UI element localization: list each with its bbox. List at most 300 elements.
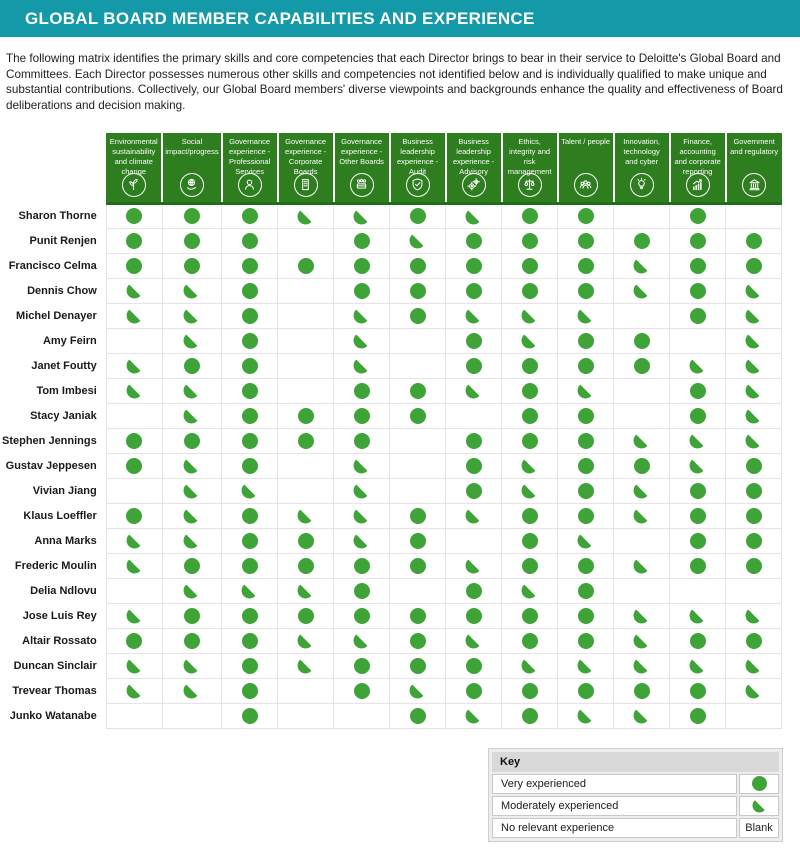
matrix-cell	[446, 378, 502, 403]
scales-icon	[518, 173, 542, 197]
moderately-experienced-symbol	[126, 382, 143, 399]
very-experienced-symbol	[690, 708, 706, 724]
matrix-cell	[390, 628, 446, 653]
very-experienced-symbol	[578, 683, 594, 699]
very-experienced-symbol	[184, 233, 200, 249]
intro-text: The following matrix identifies the primary skills and core competencies that each Director brings to bear in their service to Deloitte's Global Board and Committees. Each Director possesses numerous other skills and competencies not identified below and is individually qualified to make unique and substantial contributions. Collectively, our Global Board members' diverse viewpoints and backgrounds enhance the quality and effectiveness of Board deliberations and decision making.	[6, 52, 783, 112]
matrix-cell	[278, 478, 334, 503]
legend-label: No relevant experience	[492, 818, 737, 838]
row-label: Gustav Jeppesen	[5, 459, 97, 472]
very-experienced-symbol	[354, 583, 370, 599]
matrix-cell	[726, 353, 782, 378]
matrix-cell	[334, 703, 390, 728]
matrix-cell	[390, 353, 446, 378]
very-experienced-symbol	[690, 258, 706, 274]
column-header	[502, 133, 558, 203]
very-experienced-symbol	[690, 408, 706, 424]
matrix-cell	[106, 503, 162, 528]
matrix-cell	[162, 253, 221, 278]
very-experienced-symbol	[410, 658, 426, 674]
matrix-cell	[390, 678, 446, 703]
matrix-cell	[614, 378, 670, 403]
matrix-row	[2, 503, 782, 528]
very-experienced-symbol	[746, 458, 762, 474]
matrix-cell	[614, 578, 670, 603]
very-experienced-symbol	[242, 258, 258, 274]
matrix-cell	[614, 678, 670, 703]
very-experienced-symbol	[746, 508, 762, 524]
title-bar	[0, 0, 800, 37]
very-experienced-symbol	[242, 408, 258, 424]
moderately-experienced-symbol	[745, 432, 762, 449]
matrix-cell	[278, 303, 334, 328]
matrix-cell	[670, 403, 726, 428]
row-label: Stacy Janiak	[30, 409, 97, 422]
matrix-cell	[390, 478, 446, 503]
moderately-experienced-symbol	[465, 707, 482, 724]
matrix-cell	[502, 328, 558, 353]
very-experienced-symbol	[578, 433, 594, 449]
very-experienced-symbol	[242, 383, 258, 399]
matrix-cell	[670, 228, 726, 253]
moderately-experienced-symbol	[745, 382, 762, 399]
moderately-experienced-symbol	[633, 282, 650, 299]
matrix-cell	[222, 628, 278, 653]
capabilities-matrix	[2, 133, 800, 729]
legend-label: Moderately experienced	[492, 796, 737, 816]
matrix-cell	[502, 628, 558, 653]
matrix-cell	[614, 303, 670, 328]
matrix-cell	[278, 528, 334, 553]
matrix-cell	[106, 453, 162, 478]
very-experienced-symbol	[522, 383, 538, 399]
very-experienced-symbol	[126, 458, 142, 474]
matrix-cell	[390, 528, 446, 553]
matrix-cell	[446, 428, 502, 453]
matrix-cell	[334, 478, 390, 503]
very-experienced-symbol	[126, 433, 142, 449]
matrix-row	[2, 378, 782, 403]
very-experienced-symbol	[242, 308, 258, 324]
matrix-cell	[106, 553, 162, 578]
row-label: Janet Foutty	[31, 359, 97, 372]
very-experienced-symbol	[578, 283, 594, 299]
very-experienced-symbol	[126, 508, 142, 524]
matrix-cell	[162, 303, 221, 328]
matrix-cell	[502, 478, 558, 503]
very-experienced-symbol	[746, 258, 762, 274]
very-experienced-symbol	[242, 558, 258, 574]
moderately-experienced-symbol	[577, 532, 594, 549]
matrix-cell	[278, 678, 334, 703]
matrix-cell	[334, 403, 390, 428]
very-experienced-symbol	[242, 508, 258, 524]
matrix-cell	[222, 528, 278, 553]
matrix-cell	[670, 328, 726, 353]
people-icon	[574, 173, 598, 197]
moderately-experienced-symbol	[633, 607, 650, 624]
moderately-experienced-symbol	[465, 307, 482, 324]
matrix-cell	[222, 703, 278, 728]
very-experienced-symbol	[746, 633, 762, 649]
matrix-cell	[390, 453, 446, 478]
very-experienced-symbol	[578, 233, 594, 249]
matrix-cell	[726, 503, 782, 528]
very-experienced-symbol	[410, 208, 426, 224]
moderately-experienced-symbol	[126, 282, 143, 299]
matrix-cell	[726, 328, 782, 353]
matrix-cell	[446, 628, 502, 653]
row-label: Anna Marks	[34, 534, 97, 547]
very-experienced-symbol	[184, 208, 200, 224]
matrix-row	[2, 678, 782, 703]
matrix-cell	[558, 353, 614, 378]
moderately-experienced-symbol	[126, 532, 143, 549]
very-experienced-symbol	[690, 558, 706, 574]
matrix-cell	[446, 453, 502, 478]
very-experienced-symbol	[522, 208, 538, 224]
matrix-cell	[502, 378, 558, 403]
moderately-experienced-symbol	[745, 307, 762, 324]
moderately-experienced-symbol	[297, 208, 314, 225]
matrix-cell	[222, 278, 278, 303]
very-experienced-symbol	[522, 708, 538, 724]
matrix-cell	[278, 628, 334, 653]
very-experienced-symbol	[578, 408, 594, 424]
matrix-cell	[670, 303, 726, 328]
matrix-cell	[446, 353, 502, 378]
matrix-cell	[614, 428, 670, 453]
column-header	[106, 133, 162, 203]
moderately-experienced-symbol	[183, 282, 200, 299]
matrix-row	[2, 403, 782, 428]
matrix-cell	[278, 453, 334, 478]
row-label: Tom Imbesi	[36, 384, 97, 397]
very-experienced-symbol	[298, 433, 314, 449]
moderately-experienced-symbol	[126, 657, 143, 674]
matrix-row	[2, 603, 782, 628]
very-experienced-symbol	[242, 633, 258, 649]
moderately-experienced-symbol	[465, 557, 482, 574]
moderately-experienced-symbol	[633, 557, 650, 574]
matrix-cell	[278, 203, 334, 228]
matrix-cell	[558, 578, 614, 603]
matrix-cell	[558, 253, 614, 278]
matrix-cell	[162, 503, 221, 528]
matrix-cell	[558, 478, 614, 503]
matrix-header-row	[2, 133, 782, 203]
matrix-cell	[446, 528, 502, 553]
matrix-cell	[162, 228, 221, 253]
matrix-cell	[106, 328, 162, 353]
matrix-cell	[502, 653, 558, 678]
very-experienced-symbol	[522, 358, 538, 374]
matrix-cell	[670, 678, 726, 703]
very-experienced-symbol	[242, 458, 258, 474]
matrix-cell	[446, 678, 502, 703]
matrix-cell	[222, 228, 278, 253]
very-experienced-symbol	[410, 508, 426, 524]
very-experienced-symbol	[746, 233, 762, 249]
matrix-cell	[106, 303, 162, 328]
row-label: Sharon Thorne	[18, 209, 97, 222]
matrix-cell	[334, 378, 390, 403]
matrix-cell	[278, 578, 334, 603]
matrix-cell	[278, 228, 334, 253]
matrix-cell	[670, 378, 726, 403]
column-header-label: Environmental sustainability and climate change	[109, 137, 158, 176]
very-experienced-symbol	[466, 608, 482, 624]
column-header-label: Business leadership experience - Audit	[396, 137, 439, 176]
matrix-cell	[726, 578, 782, 603]
matrix-cell	[222, 603, 278, 628]
matrix-cell	[106, 253, 162, 278]
matrix-cell	[614, 228, 670, 253]
matrix-cell	[558, 203, 614, 228]
matrix-cell	[162, 553, 221, 578]
matrix-cell	[670, 253, 726, 278]
matrix-cell	[502, 453, 558, 478]
matrix-cell	[502, 203, 558, 228]
moderately-experienced-symbol	[353, 457, 370, 474]
matrix-cell	[558, 303, 614, 328]
matrix-cell	[390, 253, 446, 278]
matrix-cell	[390, 653, 446, 678]
column-header-label: Talent / people	[561, 137, 610, 147]
very-experienced-symbol	[354, 608, 370, 624]
very-experienced-symbol	[522, 408, 538, 424]
matrix-cell	[334, 603, 390, 628]
very-experienced-symbol	[354, 433, 370, 449]
moderately-experienced-symbol	[521, 457, 538, 474]
matrix-cell	[558, 553, 614, 578]
very-experienced-symbol	[690, 383, 706, 399]
moderately-experienced-symbol	[633, 257, 650, 274]
row-label: Punit Renjen	[29, 234, 97, 247]
very-experienced-symbol	[410, 283, 426, 299]
matrix-row	[2, 228, 782, 253]
matrix-cell	[614, 353, 670, 378]
matrix-row	[2, 553, 782, 578]
very-experienced-symbol	[242, 333, 258, 349]
matrix-cell	[390, 578, 446, 603]
column-header	[614, 133, 670, 203]
column-header-label: Finance, accounting and corporate reporting	[674, 137, 721, 176]
matrix-cell	[222, 453, 278, 478]
matrix-cell	[726, 603, 782, 628]
matrix-cell	[558, 678, 614, 703]
very-experienced-symbol	[126, 233, 142, 249]
very-experienced-symbol	[578, 583, 594, 599]
moderately-experienced-symbol	[183, 382, 200, 399]
moderately-experienced-symbol	[183, 457, 200, 474]
very-experienced-symbol	[746, 483, 762, 499]
matrix-cell	[106, 378, 162, 403]
moderately-experienced-symbol	[633, 657, 650, 674]
matrix-cell	[334, 653, 390, 678]
very-experienced-symbol	[242, 358, 258, 374]
row-label: Altair Rossato	[22, 634, 97, 647]
very-experienced-symbol	[690, 533, 706, 549]
matrix-cell	[278, 378, 334, 403]
matrix-cell	[162, 678, 221, 703]
matrix-cell	[670, 578, 726, 603]
matrix-row	[2, 353, 782, 378]
matrix-cell	[614, 328, 670, 353]
matrix-cell	[222, 203, 278, 228]
moderately-experienced-symbol	[465, 507, 482, 524]
moderately-experienced-symbol	[465, 632, 482, 649]
very-experienced-symbol	[242, 658, 258, 674]
moderately-experienced-symbol	[521, 332, 538, 349]
matrix-cell	[162, 578, 221, 603]
matrix-cell	[558, 653, 614, 678]
very-experienced-symbol	[354, 283, 370, 299]
very-experienced-symbol	[466, 233, 482, 249]
very-experienced-symbol	[354, 558, 370, 574]
moderately-experienced-symbol	[183, 582, 200, 599]
moderately-experienced-symbol	[577, 707, 594, 724]
column-header-label: Ethics, integrity and risk management	[507, 137, 552, 176]
matrix-cell	[334, 428, 390, 453]
matrix-cell	[670, 628, 726, 653]
matrix-cell	[162, 353, 221, 378]
very-experienced-symbol	[578, 258, 594, 274]
matrix-row	[2, 578, 782, 603]
matrix-cell	[222, 403, 278, 428]
column-header	[558, 133, 614, 203]
very-experienced-symbol	[410, 308, 426, 324]
matrix-row	[2, 628, 782, 653]
very-experienced-symbol	[578, 483, 594, 499]
very-experienced-symbol	[578, 333, 594, 349]
plant-icon	[122, 173, 146, 197]
matrix-cell	[162, 528, 221, 553]
column-header	[222, 133, 278, 203]
matrix-cell	[222, 253, 278, 278]
matrix-cell	[726, 653, 782, 678]
moderately-experienced-symbol	[465, 208, 482, 225]
very-experienced-symbol	[410, 258, 426, 274]
moderately-experienced-symbol	[126, 357, 143, 374]
matrix-row	[2, 278, 782, 303]
column-header-label: Social impact/progress	[165, 137, 219, 157]
moderately-experienced-symbol	[183, 532, 200, 549]
matrix-cell	[222, 353, 278, 378]
matrix-cell	[558, 328, 614, 353]
very-experienced-symbol	[752, 776, 767, 791]
very-experienced-symbol	[298, 258, 314, 274]
matrix-cell	[106, 653, 162, 678]
very-experienced-symbol	[410, 708, 426, 724]
row-label: Francisco Celma	[8, 259, 97, 272]
column-header-label: Governance experience - Other Boards	[339, 137, 384, 166]
matrix-cell	[670, 528, 726, 553]
very-experienced-symbol	[354, 408, 370, 424]
matrix-cell	[278, 328, 334, 353]
row-label: Frederic Moulin	[14, 559, 97, 572]
matrix-cell	[334, 553, 390, 578]
matrix-cell	[334, 203, 390, 228]
matrix-cell	[446, 253, 502, 278]
lightbulb-icon	[630, 173, 654, 197]
matrix-cell	[278, 403, 334, 428]
matrix-cell	[670, 453, 726, 478]
very-experienced-symbol	[522, 433, 538, 449]
very-experienced-symbol	[634, 358, 650, 374]
matrix-cell	[670, 703, 726, 728]
very-experienced-symbol	[410, 633, 426, 649]
legend-rows	[492, 774, 779, 838]
matrix-cell	[334, 578, 390, 603]
very-experienced-symbol	[466, 483, 482, 499]
matrix-cell	[222, 428, 278, 453]
moderately-experienced-symbol	[577, 307, 594, 324]
matrix-cell	[106, 603, 162, 628]
matrix-cell	[222, 503, 278, 528]
matrix-cell	[106, 428, 162, 453]
matrix-cell	[278, 278, 334, 303]
moderately-experienced-symbol	[745, 607, 762, 624]
matrix-cell	[390, 403, 446, 428]
matrix-cell	[726, 253, 782, 278]
moderately-experienced-symbol	[689, 357, 706, 374]
matrix-cell	[670, 478, 726, 503]
matrix-cell	[390, 603, 446, 628]
matrix-cell	[390, 703, 446, 728]
matrix-cell	[614, 553, 670, 578]
matrix-cell	[390, 203, 446, 228]
row-label: Duncan Sinclair	[13, 659, 97, 672]
matrix-cell	[614, 503, 670, 528]
very-experienced-symbol	[466, 358, 482, 374]
moderately-experienced-symbol	[577, 657, 594, 674]
moderately-experienced-symbol	[353, 532, 370, 549]
very-experienced-symbol	[298, 533, 314, 549]
matrix-cell	[614, 478, 670, 503]
page-title: GLOBAL BOARD MEMBER CAPABILITIES AND EXPERIENCE	[25, 8, 535, 28]
very-experienced-symbol	[410, 558, 426, 574]
moderately-experienced-symbol	[465, 382, 482, 399]
matrix-cell	[278, 503, 334, 528]
matrix-cell	[278, 353, 334, 378]
matrix-cell	[222, 478, 278, 503]
moderately-experienced-symbol	[126, 557, 143, 574]
very-experienced-symbol	[354, 258, 370, 274]
matrix-cell	[162, 278, 221, 303]
moderately-experienced-symbol	[183, 482, 200, 499]
very-experienced-symbol	[578, 558, 594, 574]
column-header-label: Innovation, technology and cyber	[623, 137, 660, 166]
very-experienced-symbol	[690, 483, 706, 499]
matrix-cell	[106, 353, 162, 378]
matrix-cell	[726, 228, 782, 253]
row-label: Delia Ndlovu	[30, 584, 97, 597]
moderately-experienced-symbol	[241, 582, 258, 599]
matrix-cell	[446, 328, 502, 353]
very-experienced-symbol	[184, 608, 200, 624]
column-header	[390, 133, 446, 203]
board-meeting-icon	[350, 173, 374, 197]
matrix-cell	[390, 553, 446, 578]
matrix-cell	[106, 678, 162, 703]
matrix-cell	[502, 403, 558, 428]
matrix-table	[2, 133, 782, 729]
matrix-cell	[446, 703, 502, 728]
matrix-cell	[162, 478, 221, 503]
moderately-experienced-symbol	[297, 507, 314, 524]
moderately-experienced-symbol	[126, 607, 143, 624]
